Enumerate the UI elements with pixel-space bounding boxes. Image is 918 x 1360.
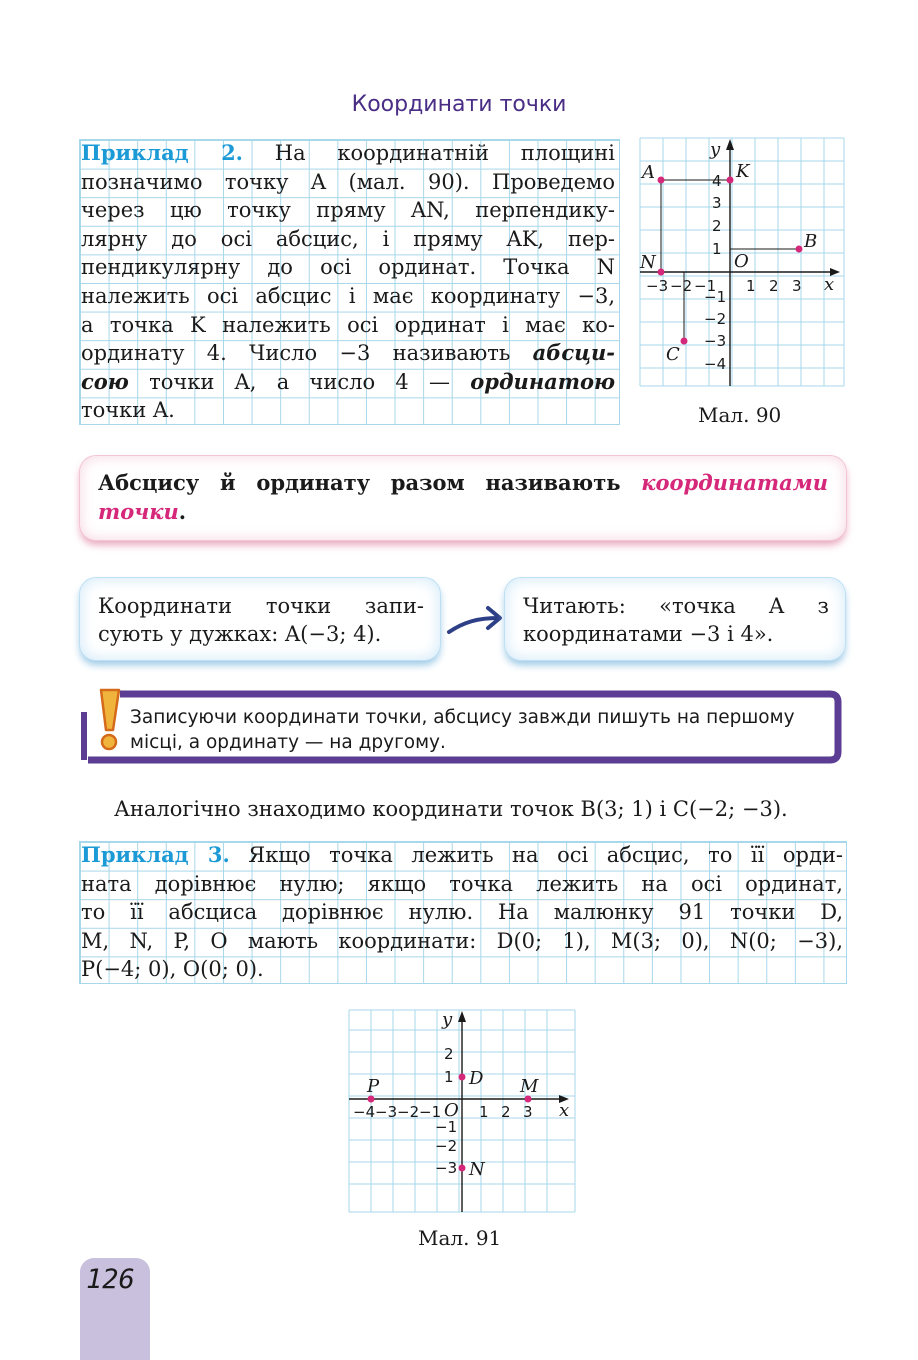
term-abscissa: абсци- bbox=[532, 340, 615, 366]
example-2-line: а точка K належить осі ординат і має ко- bbox=[81, 312, 615, 337]
label-c: C bbox=[666, 344, 680, 365]
x-tick: 2 bbox=[769, 277, 779, 295]
label-m: M bbox=[520, 1076, 539, 1097]
example-3-line: P(−4; 0), O(0; 0). bbox=[81, 957, 264, 982]
label-n: N bbox=[469, 1159, 485, 1180]
paragraph-text: Аналогічно знаходимо координати точок B(3; 1) і C(−2; −3). bbox=[114, 797, 788, 821]
example-3-line: Якщо точка лежить на осі абсцис, то її орди- bbox=[229, 843, 843, 867]
label-n: N bbox=[640, 252, 656, 273]
example-2-line: через цю точку пряму AN, перпендику- bbox=[81, 198, 615, 223]
point-n bbox=[658, 269, 665, 276]
label-k: K bbox=[736, 161, 750, 182]
example-3-lead: Приклад 3. bbox=[81, 842, 230, 867]
example-2-text bbox=[81, 139, 615, 425]
definition-text bbox=[98, 468, 828, 526]
y-tick: −1 bbox=[435, 1118, 458, 1136]
point-k bbox=[727, 177, 734, 184]
y-tick: 3 bbox=[712, 194, 722, 212]
point-c bbox=[681, 338, 688, 345]
term-coordinates: координатами точки bbox=[98, 470, 828, 524]
example-2-line: лярну до осі абсцис, і пряму AK, пер- bbox=[81, 226, 615, 251]
x-tick: −2 bbox=[397, 1103, 420, 1121]
x-tick: 1 bbox=[746, 277, 756, 295]
point-n bbox=[459, 1165, 466, 1172]
example-2-lead: Приклад 2. bbox=[81, 140, 243, 165]
notation-text: Координати точки записують у дужках: A(−3; 4). bbox=[98, 594, 424, 646]
y-tick: 2 bbox=[712, 217, 722, 235]
x-tick: 3 bbox=[792, 277, 802, 295]
example-3-line: ната дорівнює нулю; якщо точка лежить на осі ординат, bbox=[81, 871, 843, 896]
label-d: D bbox=[469, 1068, 484, 1089]
x-tick: −1 bbox=[419, 1103, 442, 1121]
term-abscissa-end: сою bbox=[81, 368, 129, 394]
y-tick: −2 bbox=[704, 310, 727, 328]
label-o: O bbox=[734, 251, 749, 272]
figure-91-caption: Мал. 91 bbox=[418, 1226, 502, 1250]
label-a: A bbox=[642, 162, 655, 183]
example-2-line: пендикулярну до осі ординат. Точка N bbox=[81, 255, 615, 280]
x-axis-label: x bbox=[559, 1100, 570, 1121]
x-tick: −1 bbox=[694, 277, 717, 295]
example-3-text bbox=[81, 841, 843, 984]
reading-box bbox=[505, 578, 845, 660]
x-axis-label: x bbox=[824, 274, 835, 295]
point-b bbox=[796, 246, 803, 253]
x-tick: −3 bbox=[646, 277, 669, 295]
arrow-icon bbox=[446, 600, 506, 640]
x-tick: −2 bbox=[670, 277, 693, 295]
warning-text: Записуючи координати точки, абсцису завжди пишуть на першому місці, а ординату — на другому. bbox=[130, 707, 795, 753]
example-3-line: то її абсциса дорівнює нулю. На малюнку 91 точки D, bbox=[81, 900, 843, 925]
x-tick: −3 bbox=[375, 1103, 398, 1121]
point-a bbox=[658, 177, 665, 184]
page-title: Координати точки bbox=[351, 92, 567, 117]
figure-90-coordinate-plane bbox=[638, 136, 846, 388]
y-tick: 1 bbox=[712, 240, 722, 258]
exclamation-icon bbox=[92, 688, 126, 754]
example-2-line: точки A, а число 4 — bbox=[128, 369, 471, 394]
example-2-line: позначимо точку A (мал. 90). Проведемо bbox=[81, 169, 615, 194]
label-p: P bbox=[367, 1076, 380, 1097]
definition-box bbox=[80, 456, 846, 540]
y-tick: −2 bbox=[435, 1137, 458, 1155]
page-number: 126 bbox=[86, 1264, 135, 1295]
y-tick: −4 bbox=[704, 355, 727, 373]
x-tick: 1 bbox=[479, 1103, 489, 1121]
y-tick: −1 bbox=[704, 288, 727, 306]
point-d bbox=[459, 1074, 466, 1081]
y-axis-label: y bbox=[710, 139, 721, 160]
y-tick: 4 bbox=[712, 172, 722, 190]
definition-text-end: . bbox=[178, 499, 187, 524]
label-b: B bbox=[804, 231, 818, 252]
y-tick: −3 bbox=[435, 1159, 458, 1177]
definition-text-start: Абсцису й ординату разом називають bbox=[98, 470, 642, 495]
y-tick: 2 bbox=[444, 1045, 454, 1063]
y-axis-label: y bbox=[442, 1009, 453, 1030]
example-2-line: належить осі абсцис і має координату −3, bbox=[81, 283, 615, 308]
figure-90-caption: Мал. 90 bbox=[698, 403, 782, 427]
x-tick: 3 bbox=[523, 1103, 533, 1121]
example-2-line: ординату 4. Число −3 називають bbox=[81, 341, 533, 366]
example-3-line: M, N, P, O мають координати: D(0; 1), M(3; 0), N(0; −3), bbox=[81, 928, 843, 953]
y-tick: −3 bbox=[704, 332, 727, 350]
reading-text: Читають: «точка A з координатами −3 і 4». bbox=[523, 594, 829, 646]
x-tick: −4 bbox=[353, 1103, 376, 1121]
example-2-line: точки A. bbox=[81, 398, 175, 423]
y-axis-arrow bbox=[726, 139, 734, 150]
example-2-line: На координатній площині bbox=[243, 141, 615, 165]
term-ordinate: ординатою bbox=[470, 368, 615, 394]
x-tick: 2 bbox=[501, 1103, 511, 1121]
notation-box bbox=[80, 578, 440, 660]
figure-91-coordinate-plane bbox=[347, 1008, 577, 1214]
y-tick: 1 bbox=[444, 1068, 454, 1086]
label-o: O bbox=[444, 1100, 459, 1121]
